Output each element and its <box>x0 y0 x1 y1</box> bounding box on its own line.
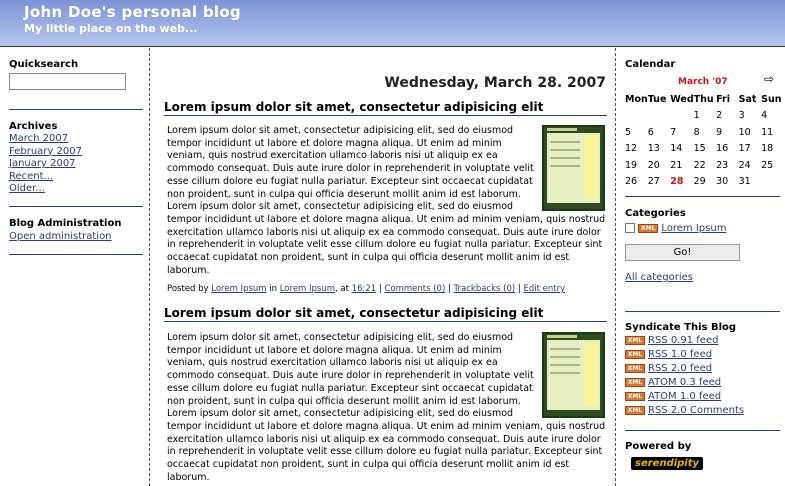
calendar-weekday: Sun <box>761 93 782 105</box>
archive-link-march-2007[interactable]: March 2007 <box>9 133 69 144</box>
blog-header <box>0 0 785 47</box>
in-label: in <box>269 284 278 294</box>
post-body <box>167 125 607 277</box>
xml-feed-icon[interactable]: XML <box>638 224 658 233</box>
main-content <box>151 48 615 486</box>
feed-row <box>625 376 780 390</box>
calendar-day: 6 <box>647 126 654 138</box>
calendar-day: 22 <box>693 159 706 171</box>
calendar-day: 16 <box>716 143 729 155</box>
categories-box <box>625 208 780 283</box>
calendar-week <box>625 141 784 158</box>
calendar-week <box>625 157 784 174</box>
blog-title[interactable]: John Doe's personal blog <box>24 3 241 21</box>
calendar-day: 31 <box>738 176 751 188</box>
calendar-day: 17 <box>738 143 751 155</box>
calendar-day: 21 <box>670 159 683 171</box>
feed-link-atom-10[interactable]: ATOM 1.0 feed <box>648 391 722 402</box>
calendar-box <box>625 59 780 70</box>
powered-by-box <box>625 441 780 470</box>
feed-link-atom-03[interactable]: ATOM 0.3 feed <box>648 377 722 388</box>
post-text: Lorem ipsum dolor sit amet, consectetur adipisicing elit, sed do eiusmod tempor incididunt ut labore et dolore magna aliqua. Ut enim ad minim veniam, quis nostrud exercitation ullamco laboris nisi ut aliquip ex ea commodo consequat. Duis aute irure dolor in reprehenderit in voluptate velit esse cillum dolore eu fugiat nulla pariatur. Excepteur sint occaecat cupidatat non proident, sunt in culpa qui officia deserunt mollit anim id est laborum. Lorem ipsum dolor sit amet, consectetur adipisicing elit, sed do eiusmod tempor incididunt ut labore et dolore magna aliqua. Ut enim ad minim veniam, quis nostrud exercitation ullamco laboris nisi ut aliquip ex ea commodo consequat. Duis aute irure dolor in reprehenderit in voluptate velit esse cillum dolore eu fugiat nulla pariatur. Excepteur sint occaecat cupidatat non proident, sunt in culpa qui officia deserunt mollit anim id est laborum. <box>167 332 606 483</box>
calendar-weekday: Fri <box>716 93 730 105</box>
divider <box>625 430 780 431</box>
quicksearch-box <box>9 59 143 90</box>
calendar-day <box>670 108 693 125</box>
calendar-day: 26 <box>625 176 638 188</box>
feed-row <box>625 404 780 418</box>
category-lorem-ipsum-link[interactable]: Lorem Ipsum <box>661 223 727 234</box>
feed-link-rss-091[interactable]: RSS 0.91 feed <box>648 335 719 346</box>
arrow-right-icon[interactable]: ⇨ <box>764 72 775 86</box>
calendar-day: 27 <box>647 176 660 188</box>
calendar-weekday: Tue <box>647 93 667 105</box>
right-sidebar <box>615 48 785 486</box>
post-thumbnail <box>542 332 605 418</box>
calendar-week <box>625 108 784 125</box>
archive-link-recent[interactable]: Recent... <box>9 170 54 182</box>
entry-date: Wednesday, March 28. 2007 <box>384 75 606 91</box>
calendar-day: 30 <box>716 176 729 188</box>
trackbacks-link[interactable]: Trackbacks (0) <box>453 284 516 294</box>
blog-admin-box <box>9 218 143 244</box>
feed-link-rss-20[interactable]: RSS 2.0 feed <box>648 363 713 374</box>
calendar-day: 20 <box>647 159 660 171</box>
xml-feed-icon[interactable]: XML <box>625 406 645 415</box>
author-link[interactable]: Lorem Ipsum <box>211 284 267 294</box>
calendar-day: 7 <box>670 126 677 138</box>
divider <box>9 109 143 110</box>
divider <box>9 206 143 207</box>
archives-title: Archives <box>9 121 58 132</box>
xml-feed-icon[interactable]: XML <box>625 364 645 373</box>
calendar-day <box>625 108 648 125</box>
calendar-day: 10 <box>738 126 751 138</box>
separator: | <box>378 284 382 294</box>
calendar-week <box>625 174 784 191</box>
calendar-week <box>625 124 784 141</box>
category-checkbox[interactable] <box>625 223 635 233</box>
calendar-day: 18 <box>761 143 774 155</box>
all-categories-link[interactable]: All categories <box>625 272 693 283</box>
calendar-title: Calendar <box>625 59 676 70</box>
calendar-day: 5 <box>625 126 632 138</box>
calendar-day: 9 <box>716 126 723 138</box>
xml-feed-icon[interactable]: XML <box>625 350 645 359</box>
calendar-day: 24 <box>738 159 751 171</box>
feed-row <box>625 334 780 348</box>
calendar-day <box>648 108 671 125</box>
post-title[interactable]: Lorem ipsum dolor sit amet, consectetur adipisicing elit <box>164 306 607 322</box>
permalink-time[interactable]: 16:21 <box>351 284 377 294</box>
xml-feed-icon[interactable]: XML <box>625 392 645 401</box>
open-administration-link[interactable]: Open administration <box>9 231 112 242</box>
calendar-day <box>761 174 784 191</box>
separator: | <box>448 284 451 294</box>
calendar-day[interactable]: 28 <box>670 176 684 188</box>
calendar-day: 11 <box>761 126 774 138</box>
divider <box>625 196 780 197</box>
calendar-weekday: Mon <box>625 93 648 105</box>
quicksearch-title: Quicksearch <box>9 59 79 70</box>
syndicate-title: Syndicate This Blog <box>625 322 737 333</box>
calendar-day: 1 <box>693 110 700 122</box>
divider <box>625 311 780 312</box>
archive-link-older[interactable]: Older... <box>9 183 45 194</box>
calendar-day: 29 <box>693 176 706 188</box>
xml-feed-icon[interactable]: XML <box>625 378 645 387</box>
blog-admin-title: Blog Administration <box>9 218 122 229</box>
xml-feed-icon[interactable]: XML <box>625 336 645 345</box>
calendar-weekday: Wed <box>670 93 694 105</box>
archive-link-february-2007[interactable]: February 2007 <box>9 145 82 157</box>
feed-row <box>625 362 780 376</box>
left-sidebar <box>0 48 150 486</box>
comments-link[interactable]: Comments (0) <box>384 284 446 294</box>
calendar-weekday: Thu <box>693 93 714 105</box>
post-thumbnail <box>542 125 605 211</box>
edit-entry-link[interactable]: Edit entry <box>523 284 566 294</box>
feed-row <box>625 348 780 362</box>
post-footer <box>167 284 565 294</box>
go-button[interactable]: Go! <box>625 244 740 261</box>
syndicate-box <box>625 322 780 418</box>
quicksearch-input[interactable] <box>9 73 126 90</box>
calendar-day: 14 <box>670 143 683 155</box>
calendar-day: 2 <box>716 110 723 122</box>
at-label: , at <box>335 284 349 294</box>
feed-row <box>625 390 780 404</box>
feed-link-rss-20-comments[interactable]: RSS 2.0 Comments <box>648 405 745 416</box>
posted-by-label: Posted by <box>167 284 209 294</box>
powered-by-title: Powered by <box>625 441 692 452</box>
calendar-day: 4 <box>761 110 768 122</box>
calendar-day: 19 <box>625 159 638 171</box>
category-link[interactable]: Lorem Ipsum <box>279 284 336 294</box>
post-text: Lorem ipsum dolor sit amet, consectetur adipisicing elit, sed do eiusmod tempor incididunt ut labore et dolore magna aliqua. Ut enim ad minim veniam, quis nostrud exercitation ullamco laboris nisi ut aliquip ex ea commodo consequat. Duis aute irure dolor in reprehenderit in voluptate velit esse cillum dolore eu fugiat nulla pariatur. Excepteur sint occaecat cupidatat non proident, sunt in culpa qui officia deserunt mollit anim id est laborum. Lorem ipsum dolor sit amet, consectetur adipisicing elit, sed do eiusmod tempor incididunt ut labore et dolore magna aliqua. Ut enim ad minim veniam, quis nostrud exercitation ullamco laboris nisi ut aliquip ex ea commodo consequat. Duis aute irure dolor in reprehenderit in voluptate velit esse cillum dolore eu fugiat nulla pariatur. Excepteur sint occaecat cupidatat non proident, sunt in culpa qui officia deserunt mollit anim id est laborum. <box>167 125 606 276</box>
calendar-day: 13 <box>647 143 660 155</box>
calendar-month: March '07 <box>678 77 728 87</box>
categories-title: Categories <box>625 208 686 219</box>
separator: | <box>517 284 521 294</box>
calendar-grid <box>625 91 784 190</box>
calendar-day: 3 <box>738 110 745 122</box>
blog-subtitle: My little place on the web... <box>24 22 198 35</box>
calendar-day: 23 <box>716 159 729 171</box>
feed-link-rss-10[interactable]: RSS 1.0 feed <box>648 349 713 360</box>
archive-link-january-2007[interactable]: January 2007 <box>9 158 76 169</box>
calendar-day: 12 <box>625 143 638 155</box>
calendar-day: 8 <box>693 126 700 138</box>
divider <box>9 254 143 255</box>
calendar-day: 15 <box>693 143 706 155</box>
archives-box <box>9 121 143 196</box>
serendipity-logo[interactable]: serendipity <box>631 457 703 470</box>
calendar-weekday: Sat <box>738 93 757 105</box>
calendar-day: 25 <box>761 159 774 171</box>
post-body <box>167 332 607 484</box>
post-title[interactable]: Lorem ipsum dolor sit amet, consectetur adipisicing elit <box>164 100 607 116</box>
